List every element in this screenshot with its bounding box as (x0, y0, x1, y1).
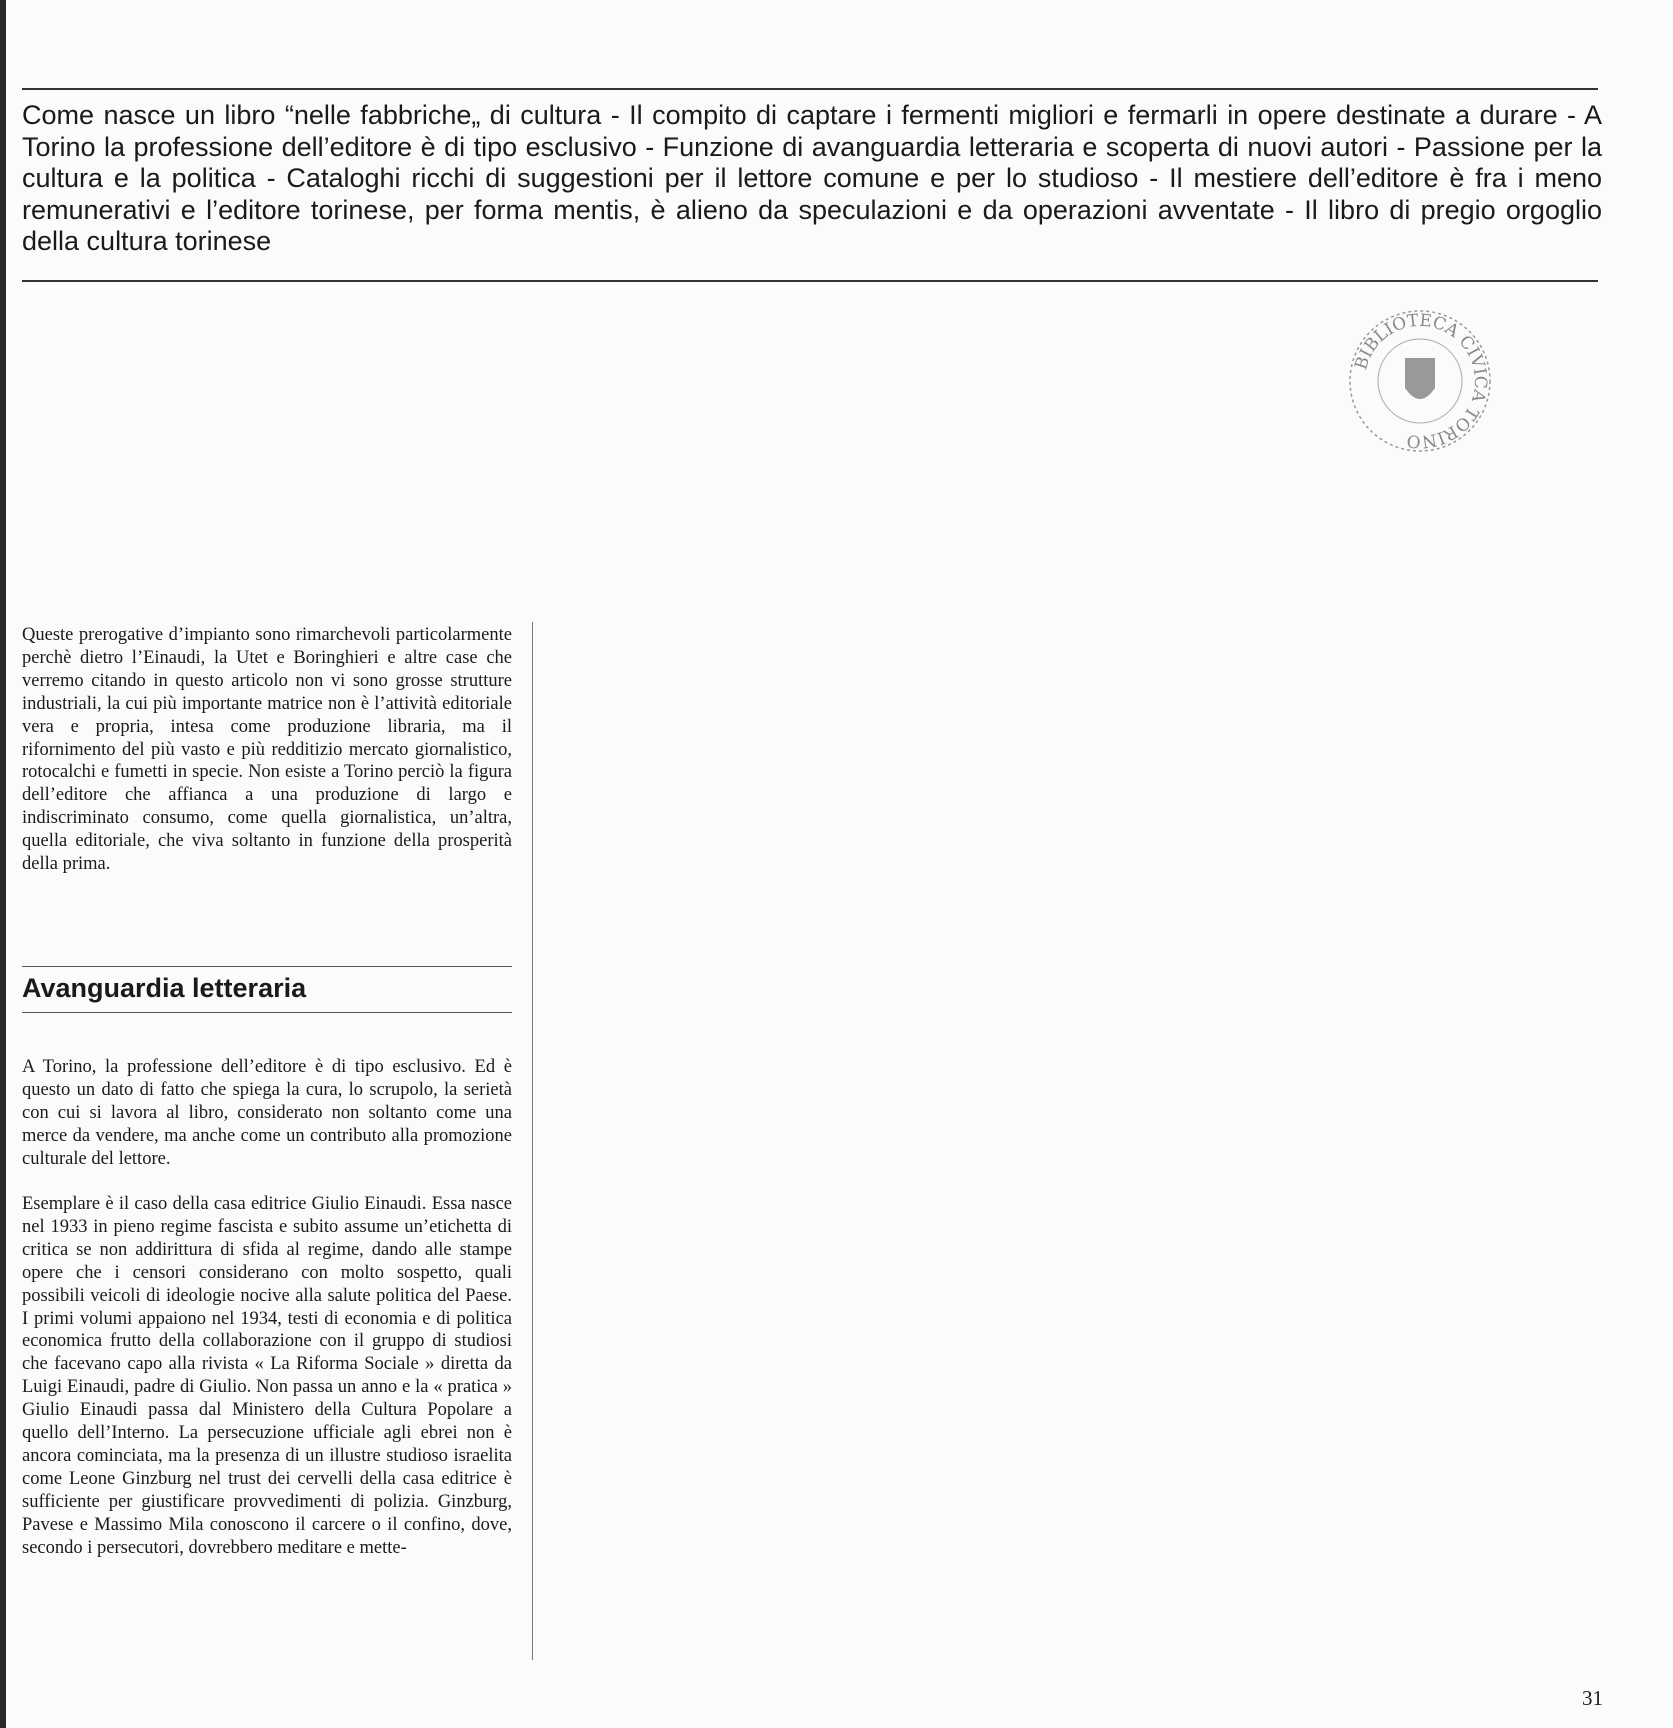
intro-paragraph: Queste prerogative d’impianto sono rimarchevoli particolarmente perchè dietro l’Einaudi, la Utet e Boringhieri e altre case che verremo citando in questo articolo non vi sono grosse strutture industriali, la cui più importante matrice non è l’attività editoriale vera e propria, intesa come produzione libraria, ma il rifornimento del più vasto e più redditizio mercato giornalistico, rotocalchi e fumetti in specie. Non esiste a Torino perciò la figura dell’editore che affianca a una produzione di largo e indiscriminato consumo, come quella giornalistica, un’altra, quella editoriale, che viva soltanto in funzione della prosperità della prima. (22, 625, 512, 875)
article-summary: Come nasce un libro “nelle fabbriche„ di cultura - Il compito di captare i fermenti migliori e fermarli in opere destinate a durare - A Torino la professione dell’editore è di tipo esclusivo - Funzione di avanguardia letteraria e scoperta di nuovi autori - Passione per la cultura e la politica - Cataloghi ricchi di suggestioni per il lettore comune e per lo studioso - Il mestiere dell’editore è fra i meno remunerativi e l’editore torinese, per forma mentis, è alieno da speculazioni e da operazioni avventate - Il libro di pregio orgoglio della cultura torinese (22, 100, 1602, 256)
section-heading: Avanguardia letteraria (22, 973, 307, 1003)
top-rule (22, 88, 1598, 90)
body-paragraph-1: A Torino, la professione dell’editore è di tipo esclusivo. Ed è questo un dato di fatto che spiega la cura, lo scrupolo, la serietà con cui si lavora al libro, considerato non soltanto come una merce da vendere, ma anche come un contributo alla promozione culturale del lettore. (22, 1057, 512, 1169)
heading-bottom-rule (22, 1012, 512, 1013)
summary-bottom-rule (22, 280, 1598, 282)
library-stamp (1345, 306, 1495, 456)
binding-edge (0, 0, 6, 1728)
coat-of-arms-icon (1405, 358, 1435, 399)
column-divider (532, 622, 533, 1660)
stamp-text: BIBLIOTECA CIVICA TORINO (1351, 310, 1491, 452)
body-paragraph-2: Esemplare è il caso della casa editrice Giulio Einaudi. Essa nasce nel 1933 in pieno regime fascista e subito assume un’etichetta di critica se non addirittura di sfida al regime, dando alle stampe opere che i censori considerano con molto sospetto, quali possibili veicoli di ideologie nocive alla salute politica del Paese. I primi volumi appaiono nel 1934, testi di economia e di politica economica frutto della collaborazione con il gruppo di studiosi che facevano capo alla rivista « La Riforma Sociale » diretta da Luigi Einaudi, padre di Giulio. Non passa un anno e la « pratica » Giulio Einaudi passa dal Ministero della Cultura Popolare a quello dell’Interno. La persecuzione ufficiale agli ebrei non è ancora cominciata, ma la presenza di un illustre studioso israelita come Leone Ginzburg nel trust dei cervelli della casa editrice è sufficiente per giustificare provvedimenti di polizia. Ginzburg, Pavese e Massimo Mila conoscono il carcere o il confino, dove, secondo i persecutori, dovrebbero meditare e mette- (22, 1194, 512, 1558)
page-number: 31 (1582, 1686, 1603, 1710)
heading-top-rule (22, 966, 512, 967)
